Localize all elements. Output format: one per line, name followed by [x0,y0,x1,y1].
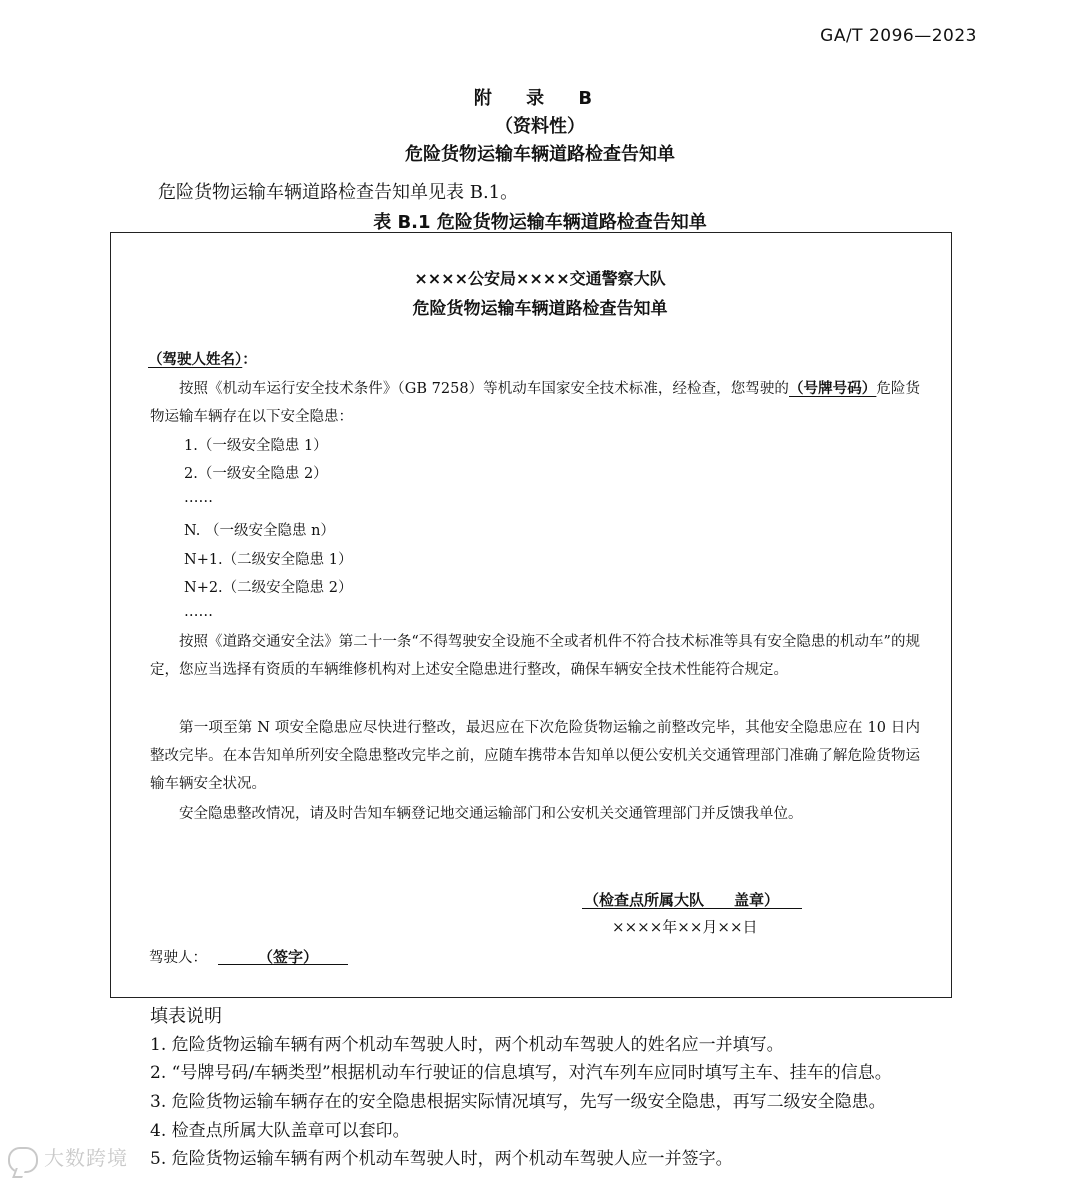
notes-title: 填表说明 [150,1006,222,1027]
table-caption: 表 B.1 危险货物运输车辆道路检查告知单 [373,212,707,233]
paragraph-inspection [150,375,920,431]
hazard-item: N+2.（二级安全隐患 2） [184,580,353,596]
chat-bubble-icon [8,1147,38,1173]
driver-name-colon: ： [242,352,257,368]
appendix-type: （资料性） [495,116,585,137]
note-item: 4. 检查点所属大队盖章可以套印。 [150,1121,410,1141]
hazard-item: N. （一级安全隐患 n） [184,523,335,539]
driver-name-field [148,348,257,369]
hazard-ellipsis: …… [184,604,213,620]
seal-field: （检查点所属大队 盖章） [584,891,780,909]
plate-number-field: （号牌号码） [789,381,877,397]
hazard-item: 2.（一级安全隐患 2） [184,466,328,482]
signature-label: 驾驶人： [149,950,207,966]
standard-code: GA/T 2096—2023 [820,26,977,46]
notice-title: 危险货物运输车辆道路检查告知单 [412,299,668,319]
signature-underline [218,964,348,965]
watermark [8,1142,128,1173]
intro-text: 危险货物运输车辆道路检查告知单见表 B.1。 [158,182,519,203]
seal-underline [582,908,802,909]
signature-field: （签字） [258,948,319,966]
appendix-title: 附 录 B [473,88,607,109]
watermark-text: 大数跨境 [44,1146,128,1170]
paragraph-deadline: 第一项至第 N 项安全隐患应尽快进行整改，最迟应在下次危险货物运输之前整改完毕，其他安全隐患应在 10 日内整改完毕。在本告知单所列安全隐患整改完毕之前，应随车携带本告知单以便公安机关交通管理部门准确了解危险货物运输车辆安全状况。 [150,720,920,792]
hazard-item: N+1.（二级安全隐患 1） [184,552,353,568]
paragraph-feedback: 安全隐患整改情况，请及时告知车辆登记地交通运输部门和公安机关交通管理部门并反馈我单位。 [179,806,803,822]
hazard-item: 1.（一级安全隐患 1） [184,438,328,454]
paragraph-inspection-b: 危险货物运输车辆存在以下安全隐患： [150,381,920,425]
notice-form-frame [110,232,952,998]
date-field: ××××年××月××日 [612,918,758,936]
paragraph-law: 按照《道路交通安全法》第二十一条“不得驾驶安全设施不全或者机件不符合技术标准等具有安全隐患的机动车”的规定，您应当选择有资质的车辆维修机构对上述安全隐患进行整改，确保车辆安全技术性能符合规定。 [150,634,920,678]
note-item: 3. 危险货物运输车辆存在的安全隐患根据实际情况填写，先写一级安全隐患，再写二级安全隐患。 [150,1092,886,1112]
driver-name-placeholder: （驾驶人姓名） [148,352,243,368]
note-item: 1. 危险货物运输车辆有两个机动车驾驶人时，两个机动车驾驶人的姓名应一并填写。 [150,1035,784,1055]
paragraph-inspection-a: 按照《机动车运行安全技术条件》（GB 7258）等机动车国家安全技术标准，经检查，您驾驶的 [179,381,789,397]
hazard-ellipsis: …… [184,490,213,506]
appendix-name: 危险货物运输车辆道路检查告知单 [405,144,675,165]
notice-org: ××××公安局××××交通警察大队 [414,269,666,288]
note-item: 2. “号牌号码/车辆类型”根据机动车行驶证的信息填写，对汽车列车应同时填写主车、挂车的信息。 [150,1063,892,1083]
note-item: 5. 危险货物运输车辆有两个机动车驾驶人时，两个机动车驾驶人应一并签字。 [150,1149,733,1169]
